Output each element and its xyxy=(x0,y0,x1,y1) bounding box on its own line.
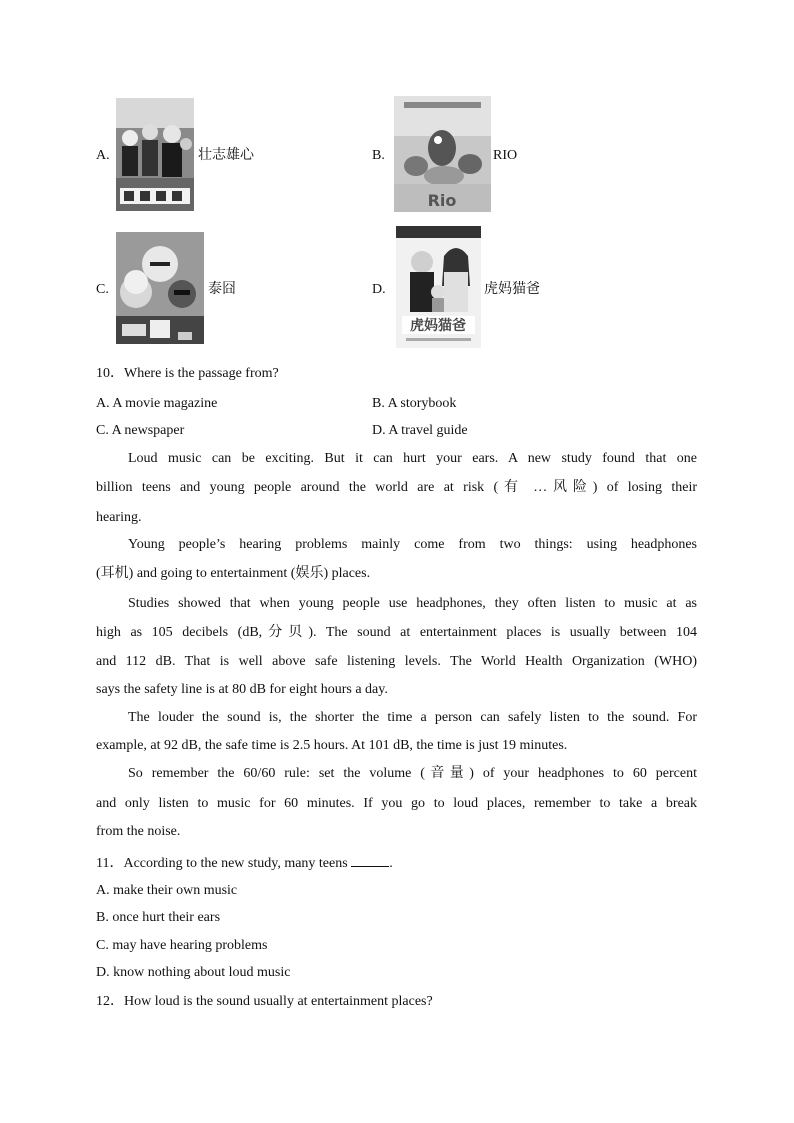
passage-line: from the noise. xyxy=(96,824,181,839)
option-title: 壮志雄心 xyxy=(198,147,254,163)
passage-line: Young people’s hearing problems mainly come from two things: using headphones xyxy=(128,537,697,552)
passage-line: hearing. xyxy=(96,510,142,525)
option-d: D. know nothing about loud music xyxy=(96,965,291,980)
movie-poster-icon xyxy=(116,98,194,211)
option-letter: D. xyxy=(372,282,386,297)
svg-text:Rio: Rio xyxy=(427,191,457,210)
passage-line: and 112 dB. That is well above safe listening levels. The World Health Organization (WHO) xyxy=(96,654,697,669)
option-b: B. once hurt their ears xyxy=(96,910,221,925)
passage-line: and only listen to music for 60 minutes. If you go to loud places, remember to take a break xyxy=(96,796,697,811)
passage-line: The louder the sound is, the shorter the time a person can safely listen to the sound. For xyxy=(128,710,697,725)
option-letter: C. xyxy=(96,282,109,297)
passage-line: Studies showed that when young people use headphones, they often listen to music at as xyxy=(128,596,697,611)
option-b: B. A storybook xyxy=(372,396,457,411)
option-letter: A. xyxy=(96,148,110,163)
question-text: 10．Where is the passage from? xyxy=(96,366,279,381)
option-title: 虎妈猫爸 xyxy=(484,281,540,297)
movie-poster-icon xyxy=(396,226,481,348)
answer-blank[interactable] xyxy=(351,854,389,867)
option-a: A. A movie magazine xyxy=(96,396,218,411)
option-c: C. A newspaper xyxy=(96,423,185,438)
svg-text:虎妈猫爸: 虎妈猫爸 xyxy=(410,318,466,334)
question-text: 12．How loud is the sound usually at entertainment places? xyxy=(96,994,433,1009)
passage-line: says the safety line is at 80 dB for eight hours a day. xyxy=(96,682,388,697)
movie-poster-icon xyxy=(116,232,204,344)
option-d: D. A travel guide xyxy=(372,423,468,438)
option-title: RIO xyxy=(493,148,518,163)
question-end: . xyxy=(389,856,393,871)
option-title: 泰囧 xyxy=(208,281,236,297)
option-c: C. may have hearing problems xyxy=(96,938,268,953)
option-letter: B. xyxy=(372,148,385,163)
option-a: A. make their own music xyxy=(96,883,238,898)
passage-line: high as 105 decibels (dB,分贝). The sound at entertainment places is usually between 104 xyxy=(96,625,697,640)
question-stem: 11．According to the new study, many teens xyxy=(96,856,348,871)
question-text xyxy=(96,854,393,871)
passage-line: example, at 92 dB, the safe time is 2.5 hours. At 101 dB, the time is just 19 minutes. xyxy=(96,738,568,753)
passage-line: So remember the 60/60 rule: set the volume (音量) of your headphones to 60 percent xyxy=(128,766,697,781)
passage-line: billion teens and young people around the world are at risk (有 …风险) of losing their xyxy=(96,480,697,495)
passage-line: (耳机) and going to entertainment (娱乐) places. xyxy=(96,566,371,581)
passage-line: Loud music can be exciting. But it can hurt your ears. A new study found that one xyxy=(128,451,697,466)
movie-poster-icon xyxy=(394,96,491,212)
